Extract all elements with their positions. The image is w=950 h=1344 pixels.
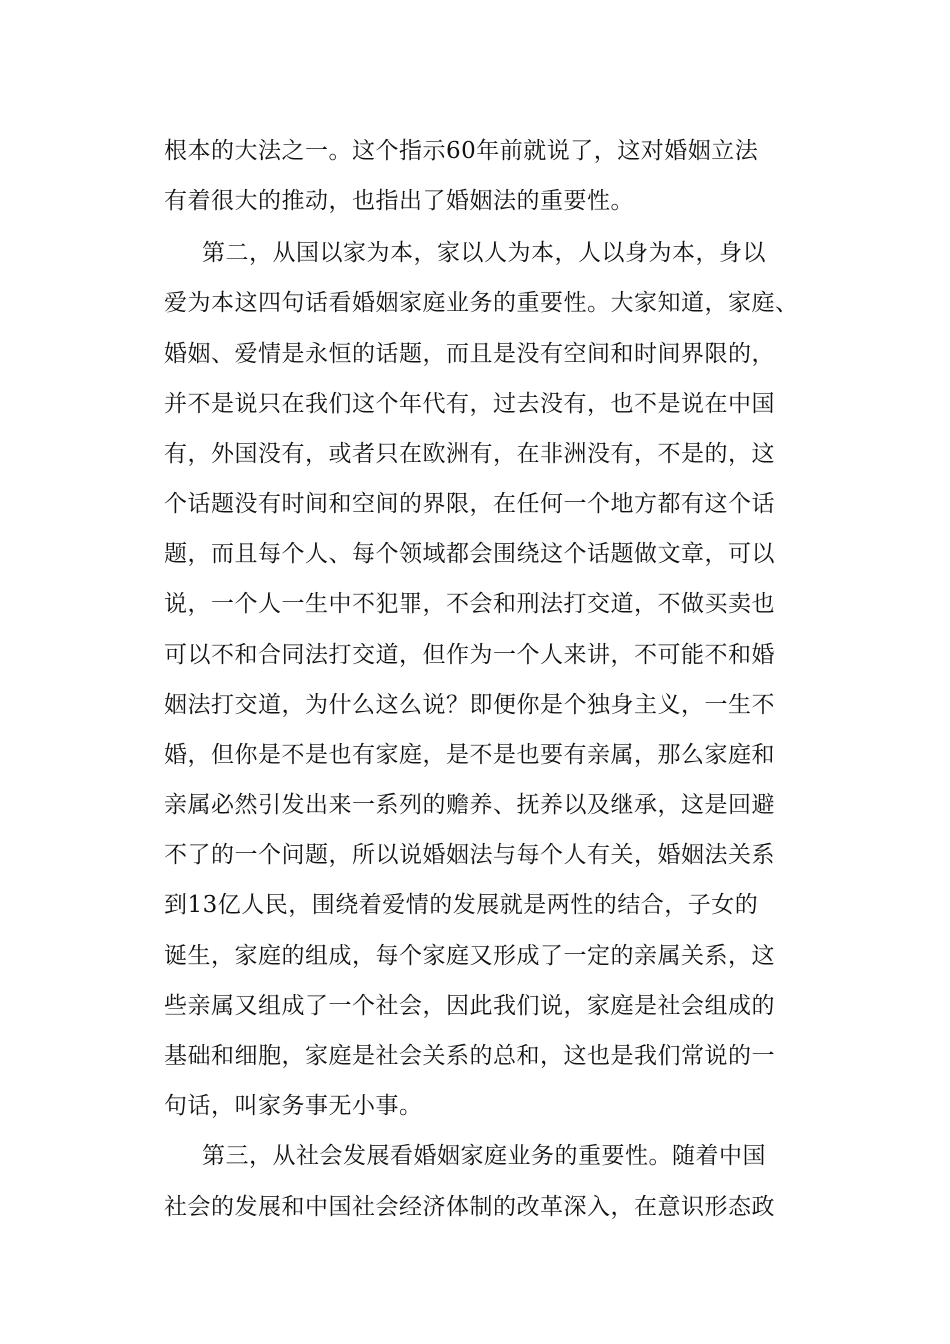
text-line: 诞生，家庭的组成，每个家庭又形成了一定的亲属关系，这 [164,943,775,969]
text-line: 到13亿人民，围绕着爱情的发展就是两性的结合，子女的 [164,892,759,918]
text-line: 有，外国没有，或者只在欧洲有，在非洲没有，不是的，这 [164,441,775,467]
text-line: 不了的一个问题，所以说婚姻法与每个人有关，婚姻法关系 [164,842,775,868]
text-line: 社会的发展和中国社会经济体制的改革深入，在意识形态政 [164,1194,775,1220]
text-line: 姻法打交道，为什么这么说？即便你是个独身主义，一生不 [164,692,775,718]
text-line: 并不是说只在我们这个年代有，过去没有，也不是说在中国 [164,391,775,417]
text-line: 说，一个人一生中不犯罪，不会和刑法打交道，不做买卖也 [164,591,775,617]
text-line: 亲属必然引发出来一系列的赡养、抚养以及继承，这是回避 [164,792,775,818]
text-line: 有着很大的推动，也指出了婚姻法的重要性。 [164,188,634,214]
text-line: 基础和细胞，家庭是社会关系的总和，这也是我们常说的一 [164,1043,775,1069]
text-line: 可以不和合同法打交道，但作为一个人来讲，不可能不和婚 [164,642,775,668]
text-line: 个话题没有时间和空间的界限，在任何一个地方都有这个话 [164,491,775,517]
text-line: 爱为本这四句话看婚姻家庭业务的重要性。大家知道，家庭、 [164,290,799,316]
text-line: 题，而且每个人、每个领域都会围绕这个话题做文章，可以 [164,541,775,567]
text-line: 婚，但你是不是也有家庭，是不是也要有亲属，那么家庭和 [164,742,775,768]
paragraph-first-line: 第二，从国以家为本，家以人为本，人以身为本，身以 [202,240,766,266]
text-line: 婚姻、爱情是永恒的话题，而且是没有空间和时间界限的， [164,341,775,367]
text-line: 句话，叫家务事无小事。 [164,1093,423,1119]
text-line: 些亲属又组成了一个社会，因此我们说，家庭是社会组成的 [164,993,775,1019]
text-line: 根本的大法之一。这个指示60年前就说了，这对婚姻立法 [164,138,759,164]
paragraph-first-line: 第三，从社会发展看婚姻家庭业务的重要性。随着中国 [202,1143,766,1169]
